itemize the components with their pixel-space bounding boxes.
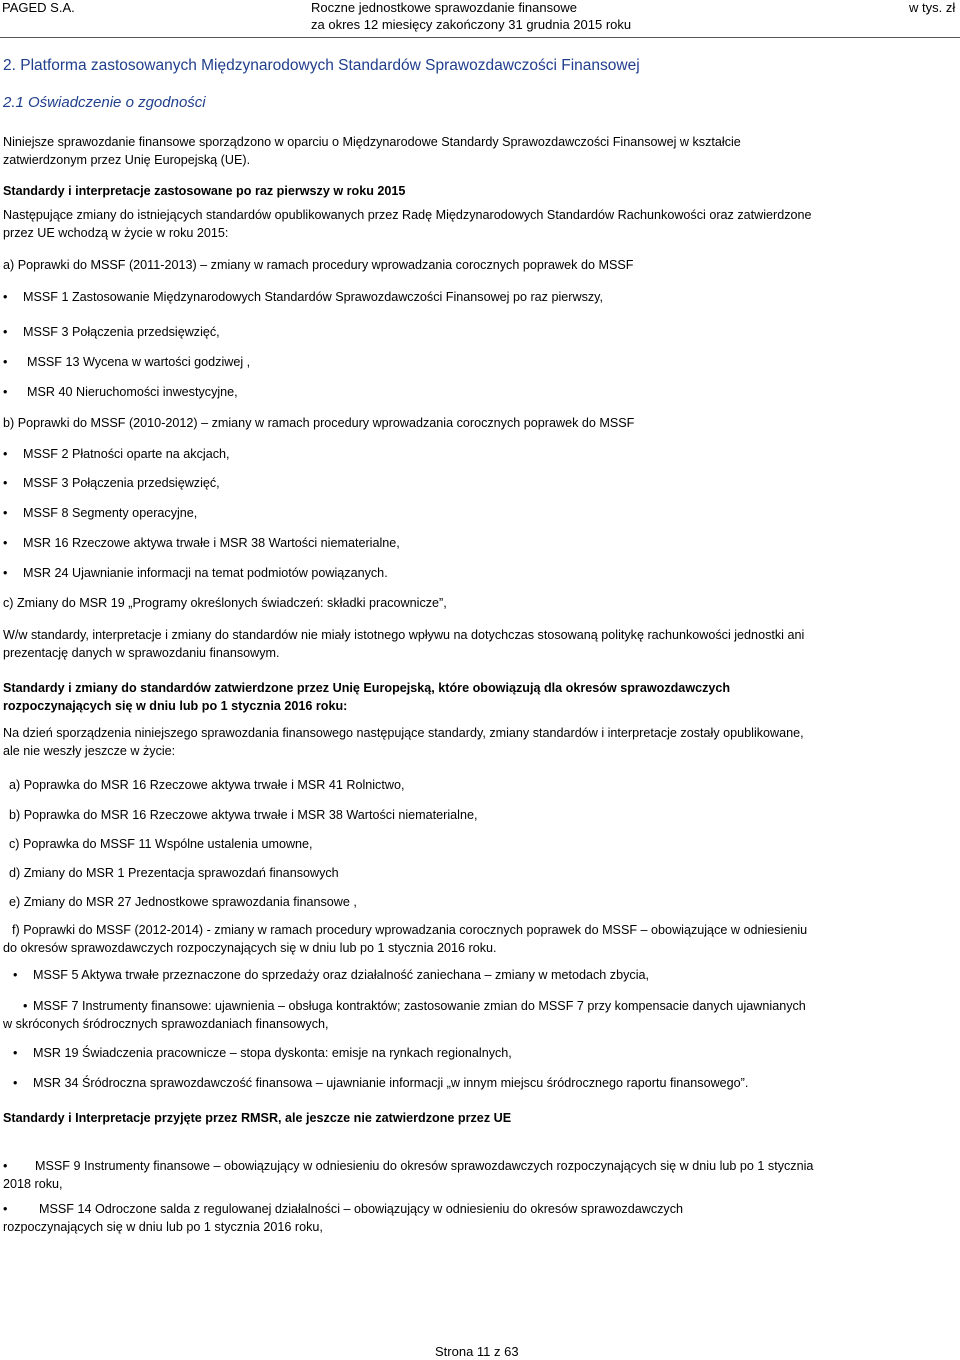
first-time-conclusion: W/w standardy, interpretacje i zmiany do standardów nie miały istotnego wpływu na dotychczas stosowaną politykę rachunkowości jednostki ani prezentację danych w sprawozdaniu finansowym.	[3, 628, 805, 660]
list-item: • MSSF 3 Połączenia przedsięwzięć,	[3, 325, 220, 339]
units-label: w tys. zł	[909, 0, 956, 15]
list-item: • MSSF 7 Instrumenty finansowe: ujawnienia – obsługa kontraktów; zastosowanie zmian do MSSF 7 przy kompensacie danych ujawnianych w skróconych śródrocznych sprawozdaniach finansowych,	[3, 999, 806, 1031]
section-heading: 2. Platforma zastosowanych Międzynarodowych Standardów Sprawozdawczości Finansowej	[3, 57, 640, 74]
list-item: a) Poprawka do MSR 16 Rzeczowe aktywa trwałe i MSR 41 Rolnictwo,	[9, 778, 405, 792]
compliance-statement: Niniejsze sprawozdanie finansowe sporządzono w oparciu o Międzynarodowe Standardy Sprawozdawczości Finansowej w kształcie zatwierdzonym przez Unię Europejską (UE).	[3, 135, 741, 167]
list-item: e) Zmiany do MSR 27 Jednostkowe sprawozdania finansowe ,	[9, 895, 357, 909]
approved-intro: Na dzień sporządzenia niniejszego sprawozdania finansowego następujące standardy, zmiany standardów i interpretacje zostały opublikowane, ale nie weszły jeszcze w życie:	[3, 726, 804, 758]
list-item: • MSR 40 Nieruchomości inwestycyjne,	[3, 385, 238, 399]
list-item: d) Zmiany do MSR 1 Prezentacja sprawozdań finansowych	[9, 866, 339, 880]
company-name: PAGED S.A.	[2, 0, 75, 15]
first-time-intro: Następujące zmiany do istniejących standardów opublikowanych przez Radę Międzynarodowych Standardów Rachunkowości oraz zatwierdzone przez UE wchodzą w życie w roku 2015:	[3, 208, 812, 240]
report-period: za okres 12 miesięcy zakończony 31 grudnia 2015 roku	[311, 17, 632, 32]
amendments-c-label: c) Zmiany do MSR 19 „Programy określonych świadczeń: składki pracownicze”,	[3, 596, 447, 610]
list-item: • MSSF 14 Odroczone salda z regulowanej działalności – obowiązujący w odniesieniu do okresów sprawozdawczych rozpoczynających się w dniu lub po 1 stycznia 2016 roku,	[3, 1202, 684, 1234]
rmsr-heading: Standardy i Interpretacje przyjęte przez RMSR, ale jeszcze nie zatwierdzone przez UE	[3, 1111, 512, 1125]
report-title: Roczne jednostkowe sprawozdanie finansowe	[311, 0, 577, 15]
page-number: Strona 11 z 63	[435, 1344, 519, 1359]
list-item: • MSSF 1 Zastosowanie Międzynarodowych Standardów Sprawozdawczości Finansowej po raz pierwszy,	[3, 290, 604, 304]
amendments-b-label: b) Poprawki do MSSF (2010-2012) – zmiany w ramach procedury wprowadzania corocznych poprawek do MSSF	[3, 416, 635, 430]
list-item: • MSR 34 Śródroczna sprawozdawczość finansowa – ujawnianie informacji „w innym miejscu śródrocznego raportu finansowego”.	[13, 1076, 749, 1090]
list-item: • MSSF 5 Aktywa trwałe przeznaczone do sprzedaży oraz działalność zaniechana – zmiany w metodach zbycia,	[13, 968, 649, 982]
header-divider	[0, 37, 960, 38]
list-item: • MSR 24 Ujawnianie informacji na temat podmiotów powiązanych.	[3, 566, 388, 580]
approved-heading: Standardy i zmiany do standardów zatwierdzone przez Unię Europejską, które obowiązują dla okresów sprawozdawczych rozpoczynających się w dniu lub po 1 stycznia 2016 roku:	[3, 681, 731, 713]
list-item: • MSSF 13 Wycena w wartości godziwej ,	[3, 355, 251, 369]
list-item: • MSSF 9 Instrumenty finansowe – obowiązujący w odniesieniu do okresów sprawozdawczych rozpoczynających się w dniu lub po 1 stycznia 2018 roku,	[3, 1159, 814, 1191]
list-item: • MSR 19 Świadczenia pracownicze – stopa dyskonta: emisje na rynkach regionalnych,	[13, 1046, 512, 1060]
list-item: • MSSF 8 Segmenty operacyjne,	[3, 506, 198, 520]
subsection-heading: 2.1 Oświadczenie o zgodności	[3, 94, 206, 111]
list-item: c) Poprawka do MSSF 11 Wspólne ustalenia umowne,	[9, 837, 313, 851]
amendments-a-label: a) Poprawki do MSSF (2011-2013) – zmiany w ramach procedury wprowadzania corocznych poprawek do MSSF	[3, 258, 634, 272]
list-item: • MSR 16 Rzeczowe aktywa trwałe i MSR 38 Wartości niematerialne,	[3, 536, 400, 550]
first-time-heading: Standardy i interpretacje zastosowane po raz pierwszy w roku 2015	[3, 184, 406, 198]
list-item: • MSSF 2 Płatności oparte na akcjach,	[3, 447, 230, 461]
amendments-f-label: f) Poprawki do MSSF (2012-2014) - zmiany w ramach procedury wprowadzania corocznych poprawek do MSSF – obowiązujące w odniesieniu do okresów sprawozdawczych rozpoczynających się w dniu lub po 1 stycznia 2016 roku.	[3, 923, 808, 955]
list-item: • MSSF 3 Połączenia przedsięwzięć,	[3, 476, 220, 490]
list-item: b) Poprawka do MSR 16 Rzeczowe aktywa trwałe i MSR 38 Wartości niematerialne,	[9, 808, 478, 822]
